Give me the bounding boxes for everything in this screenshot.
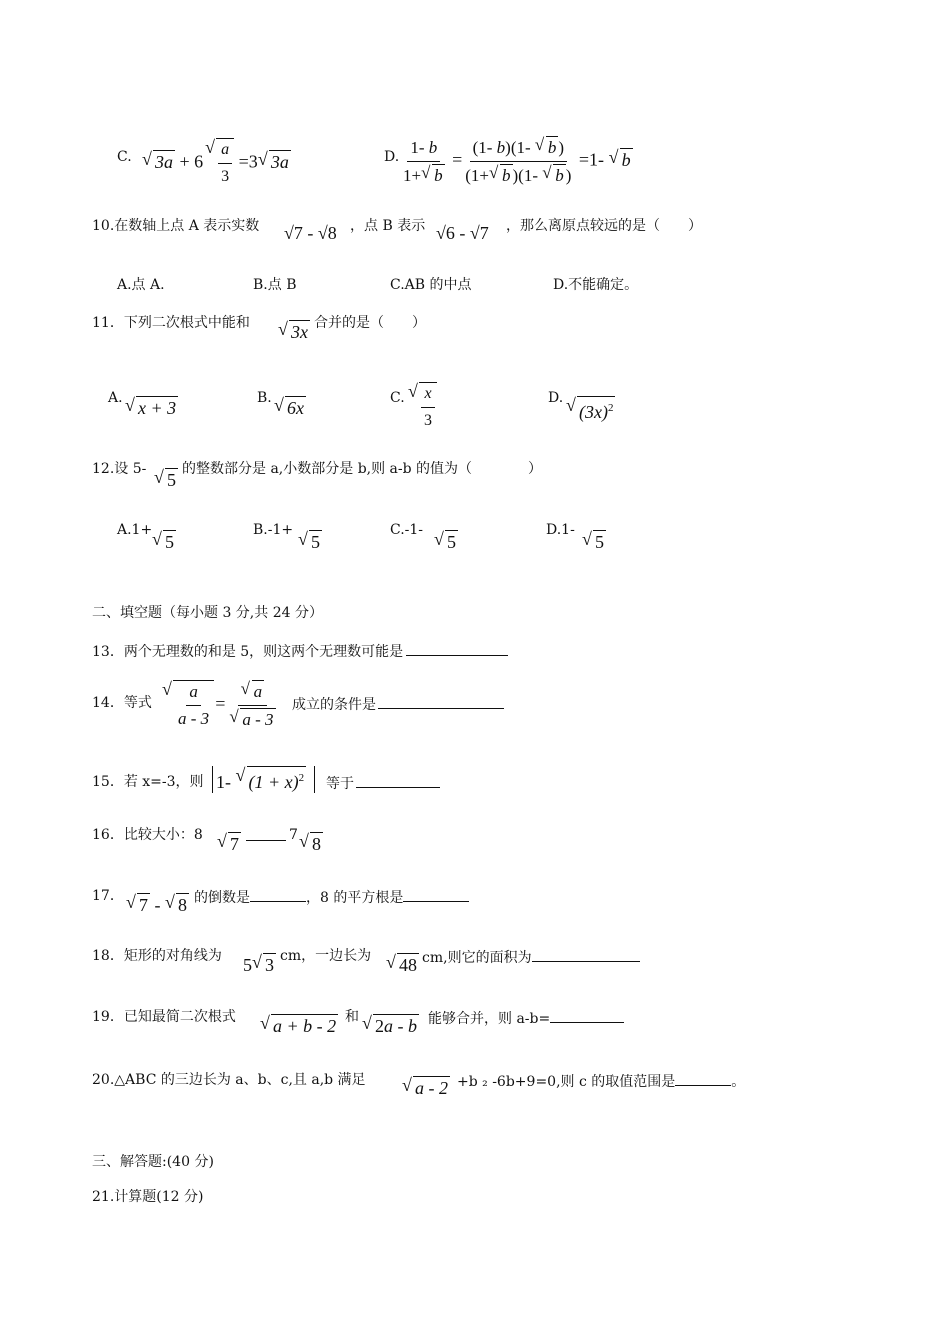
q12-option-d-expression: √ 5	[582, 530, 606, 553]
q17-rest: 的倒数是 ，8 的平方根是	[194, 887, 469, 907]
q16-right-expression: √ 8	[299, 832, 323, 855]
q12-option-c-expression: √ 5	[434, 530, 458, 553]
q11-prefix: 11．下列二次根式中能和	[92, 315, 250, 331]
q13-text: 13．两个无理数的和是 5，则这两个无理数可能是	[92, 641, 508, 661]
q9-option-d-label: D.	[384, 149, 400, 165]
q11-suffix: 合并的是（ ）	[314, 315, 426, 331]
q18-prefix: 18．矩形的对角线为	[92, 948, 222, 964]
q12-option-c-label: C.-1-	[390, 522, 424, 538]
q14-expression: √ $\frac{a}{a - 3}$ = √ a √ a - 3	[160, 680, 279, 731]
q12-prefix: 12.设 5-	[92, 461, 147, 477]
q10-point-a-expression: √7 - √8	[284, 223, 337, 243]
q18-mid: cm，一边长为	[280, 948, 372, 964]
q11-expression: √ 3x	[278, 320, 310, 343]
q11-option-a-expression: √ x + 3	[125, 396, 178, 419]
q16-compare-blank	[246, 826, 286, 846]
q15-suffix: 等于	[326, 773, 440, 793]
q12-option-b-expression: √ 5	[298, 530, 322, 553]
q19-suffix: 能够合并，则 a-b=	[428, 1008, 624, 1028]
q10-option-c: C.AB 的中点	[390, 277, 472, 293]
q10-option-a: A.点 A.	[117, 277, 165, 293]
q11-option-a-label: A.	[108, 390, 123, 406]
q9-option-c-label: C.	[117, 149, 132, 165]
q19-first-radical: √ a + b - 2	[260, 1014, 338, 1037]
q11-option-d-expression: √ $(3x)^2$	[566, 396, 615, 423]
q18-suffix: cm,则它的面积为	[422, 947, 640, 967]
q17-expression: √ 7 - √ 8	[126, 893, 189, 916]
q16-mid: 7	[289, 827, 298, 843]
q10-suffix: ，那么离原点较远的是（ ）	[506, 218, 702, 234]
q15-expression: 1- √ $(1 + x)^2$	[212, 766, 315, 793]
q18-diagonal-expression: 5√ 3	[243, 953, 276, 976]
q11-option-d-label: D.	[548, 390, 564, 406]
q16-left-expression: √ 7	[217, 832, 241, 855]
q12-option-a-expression: √ 5	[152, 530, 176, 553]
q10-option-d: D.不能确定。	[553, 277, 639, 293]
q19-prefix: 19．已知最简二次根式	[92, 1009, 236, 1025]
q11-option-c-expression: √ $\frac{x}{3}$	[406, 382, 437, 432]
q12-option-b-label: B.-1+	[253, 522, 294, 538]
q20-suffix: +b ₂ -6b+9=0,则 c 的取值范围是 。	[457, 1071, 745, 1091]
q9-option-c-expression: √ 3a + 6 √ $\frac{a}{3}$ =3√ 3a	[142, 138, 291, 188]
q11-option-b-expression: √ 6x	[274, 396, 306, 419]
q10-point-b-expression: √6 - √7	[436, 223, 489, 243]
q17-prefix: 17．	[92, 888, 124, 904]
q10-mid: ，点 B 表示	[350, 218, 426, 234]
q11-option-c-label: C.	[390, 390, 405, 406]
q14-prefix: 14．等式	[92, 695, 152, 711]
q16-prefix: 16．比较大小：8	[92, 827, 203, 843]
q12-option-a-label: A.1+	[117, 522, 153, 538]
q18-side-expression: √ 48	[386, 953, 419, 976]
q19-mid: 和	[345, 1009, 359, 1025]
q12-expression: √ 5	[154, 468, 178, 491]
q20-radical: √ a - 2	[402, 1076, 450, 1099]
q11-option-b-label: B.	[257, 390, 272, 406]
q9-option-d-expression: $\frac{1- b}{1+√ b}$ = $\frac{(1- b)(1- √ b )}{(1+√ b )(1- √ b )}$ =1- √ b	[400, 136, 633, 187]
q19-second-radical: √ 2a - b	[362, 1014, 419, 1037]
section-3-heading: 三、解答题:(40 分)	[92, 1154, 214, 1170]
q14-suffix: 成立的条件是	[292, 694, 504, 714]
section-2-heading: 二、填空题（每小题 3 分,共 24 分）	[92, 605, 323, 621]
q12-option-d-label: D.1-	[546, 522, 575, 538]
q15-prefix: 15．若 x=-3，则	[92, 774, 204, 790]
q21-heading: 21.计算题(12 分)	[92, 1189, 204, 1205]
q20-prefix: 20.△ABC 的三边长为 a、b、c,且 a,b 满足	[92, 1072, 366, 1088]
q10-option-b: B.点 B	[253, 277, 297, 293]
q12-suffix: 的整数部分是 a,小数部分是 b,则 a-b 的值为（ ）	[182, 461, 543, 477]
q10-prefix: 10.在数轴上点 A 表示实数	[92, 218, 260, 234]
